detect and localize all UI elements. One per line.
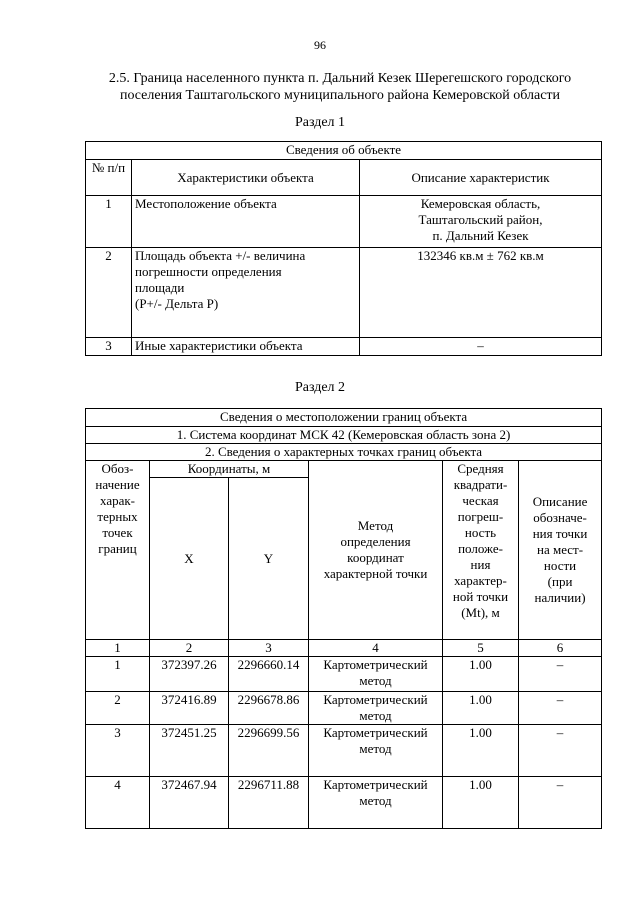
header-description: Описание характеристик: [360, 160, 602, 196]
header-point-designation: [86, 461, 150, 640]
point-description: –: [519, 725, 602, 777]
column-number-5: 5: [443, 640, 519, 657]
method-line-2: метод: [359, 741, 392, 756]
title-line-2: поселения Таштагольского муниципального района Кемеровской области: [119, 88, 561, 103]
point-description: –: [519, 657, 602, 692]
column-number-4: 4: [309, 640, 443, 657]
point-id: 4: [86, 777, 150, 829]
header-error-line: погреш-: [457, 509, 504, 524]
header-point-description: [519, 461, 602, 640]
header-num: № п/п: [86, 160, 132, 196]
row-2-char-line-4: (Р+/- Дельта Р): [135, 296, 219, 311]
header-point-line: начение: [95, 477, 140, 492]
column-number-2: 2: [150, 640, 229, 657]
point-y: 2296678.86: [229, 692, 309, 725]
point-error: 1.00: [443, 725, 519, 777]
header-point-line: харак-: [99, 493, 135, 508]
section-2-label: Раздел 2: [294, 380, 346, 395]
row-2-char-line-3: площади: [135, 280, 185, 295]
header-desc-line: ния точки: [532, 526, 588, 541]
header-error: [443, 461, 519, 640]
point-error: 1.00: [443, 657, 519, 692]
point-x: 372397.26: [150, 657, 229, 692]
row-3-characteristic: Иные характеристики объекта: [132, 338, 360, 356]
table-caption: Сведения об объекте: [86, 142, 602, 160]
header-method: [309, 461, 443, 640]
header-error-line: ность: [464, 525, 497, 540]
row-2-char-line-2: погрешности определения: [135, 264, 282, 279]
point-method: [309, 777, 443, 829]
row-1-characteristic: Местоположение объекта: [132, 196, 360, 248]
point-x: 372467.94: [150, 777, 229, 829]
header-method-line: определения: [340, 534, 411, 549]
header-coordinates: Координаты, м: [150, 461, 309, 478]
header-error-line: характер-: [454, 573, 507, 588]
point-x: 372451.25: [150, 725, 229, 777]
row-1-desc-line-2: Таштагольский район,: [418, 212, 543, 227]
header-characteristic: Характеристики объекта: [132, 160, 360, 196]
method-line-2: метод: [359, 673, 392, 688]
boundary-points-table: [85, 408, 602, 829]
table-2-caption: Сведения о местоположении границ объекта: [86, 409, 602, 427]
method-line-2: метод: [359, 708, 392, 723]
title-line-1: 2.5. Граница населенного пункта п. Дальний Кезек Шерегешского городского: [108, 71, 572, 86]
table-row: [86, 777, 602, 829]
header-y: Y: [229, 478, 309, 640]
method-line-1: Картометрический: [323, 725, 428, 740]
coordinate-system-caption: 1. Система координат МСК 42 (Кемеровская область зона 2): [86, 427, 602, 444]
header-x: X: [150, 478, 229, 640]
method-line-1: Картометрический: [323, 692, 428, 707]
header-error-line: ной точки: [452, 589, 509, 604]
row-1-description: [360, 196, 602, 248]
point-description: –: [519, 777, 602, 829]
header-desc-line: обозначе-: [533, 510, 587, 525]
point-id: 3: [86, 725, 150, 777]
method-line-2: метод: [359, 793, 392, 808]
point-y: 2296711.88: [229, 777, 309, 829]
row-1-num: 1: [86, 196, 132, 248]
header-error-line: (Mt), м: [461, 605, 500, 620]
row-2-num: 2: [86, 248, 132, 338]
header-error-line: квадрати-: [453, 477, 508, 492]
points-caption: 2. Сведения о характерных точках границ объекта: [86, 444, 602, 461]
row-2-characteristic: [132, 248, 360, 338]
header-desc-line: (при: [547, 574, 573, 589]
header-method-line: координат: [347, 550, 404, 565]
point-id: 1: [86, 657, 150, 692]
row-3-num: 3: [86, 338, 132, 356]
column-number-6: 6: [519, 640, 602, 657]
point-error: 1.00: [443, 692, 519, 725]
table-row: [86, 725, 602, 777]
header-desc-line: на мест-: [536, 542, 584, 557]
point-id: 2: [86, 692, 150, 725]
header-error-line: Средняя: [457, 461, 504, 476]
row-1-desc-line-3: п. Дальний Кезек: [432, 228, 529, 243]
page-number: 96: [314, 38, 326, 52]
header-error-line: ческая: [462, 493, 499, 508]
document-title: [80, 70, 600, 104]
header-method-line: характерной точки: [323, 566, 428, 581]
header-point-line: терных: [97, 509, 138, 524]
point-method: [309, 657, 443, 692]
table-row: [86, 657, 602, 692]
header-desc-line: Описание: [532, 494, 588, 509]
header-error-line: ния: [470, 557, 491, 572]
column-number-3: 3: [229, 640, 309, 657]
header-point-line: Обоз-: [101, 461, 134, 476]
object-info-table: [85, 141, 602, 356]
method-line-1: Картометрический: [323, 657, 428, 672]
row-3-description: –: [360, 338, 602, 356]
point-x: 372416.89: [150, 692, 229, 725]
point-y: 2296699.56: [229, 725, 309, 777]
header-point-line: точек: [102, 525, 133, 540]
header-desc-line: наличии): [534, 590, 586, 605]
row-2-char-line-1: Площадь объекта +/- величина: [135, 248, 306, 263]
header-point-line: границ: [98, 541, 137, 556]
point-method: [309, 725, 443, 777]
row-1-desc-line-1: Кемеровская область,: [420, 196, 541, 211]
method-line-1: Картометрический: [323, 777, 428, 792]
header-method-line: Метод: [357, 518, 394, 533]
section-1-label: Раздел 1: [294, 115, 346, 130]
header-desc-line: ности: [543, 558, 577, 573]
point-method: [309, 692, 443, 725]
header-error-line: положе-: [458, 541, 503, 556]
column-number-1: 1: [86, 640, 150, 657]
point-description: –: [519, 692, 602, 725]
point-y: 2296660.14: [229, 657, 309, 692]
point-error: 1.00: [443, 777, 519, 829]
row-2-description: 132346 кв.м ± 762 кв.м: [360, 248, 602, 338]
table-row: [86, 692, 602, 725]
